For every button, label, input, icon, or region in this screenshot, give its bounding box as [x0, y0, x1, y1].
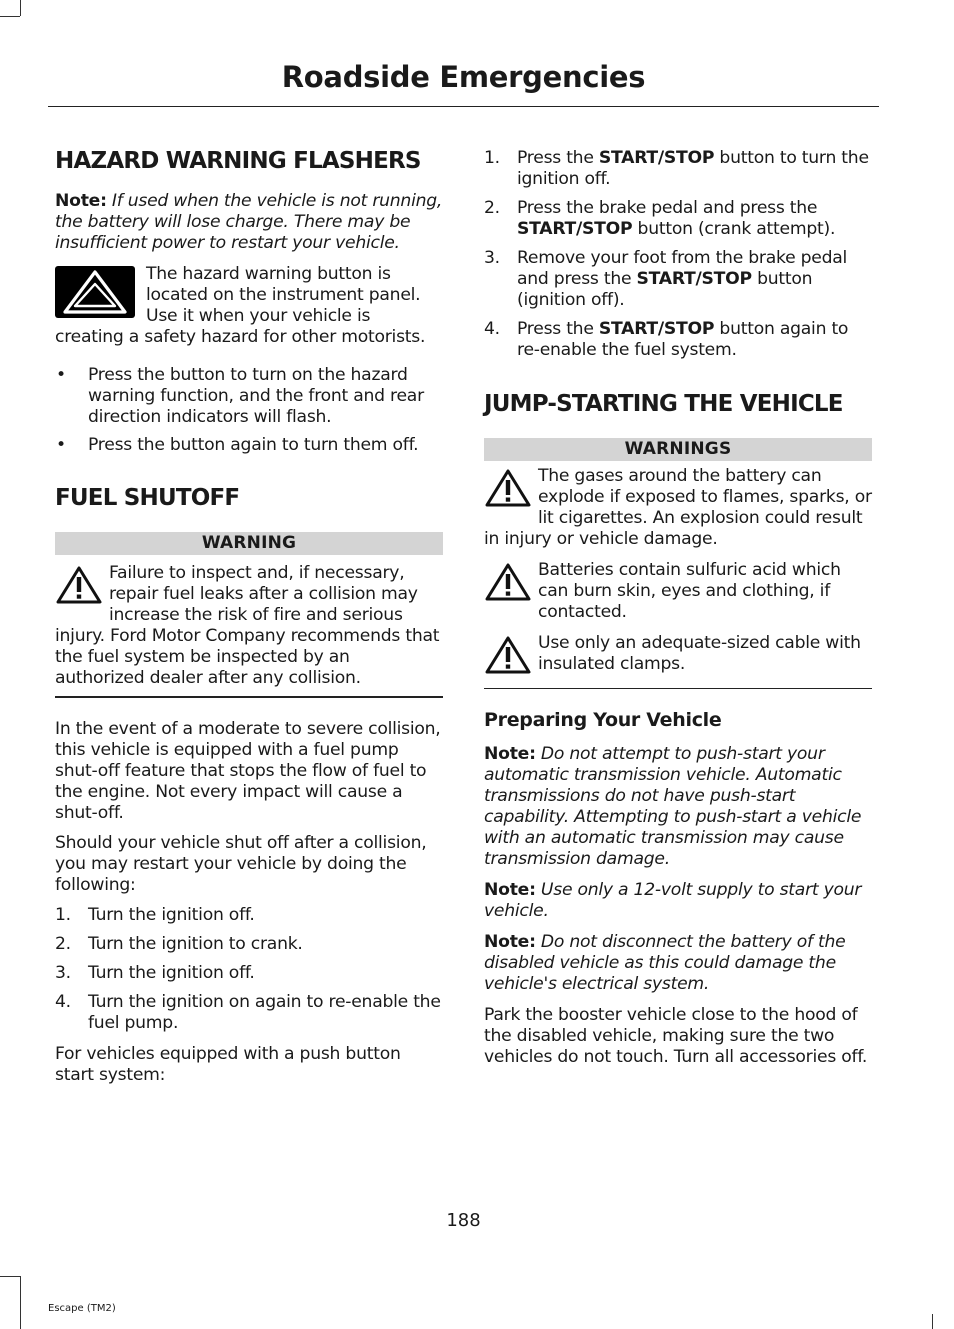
- step-text: Press the brake pedal and press the: [517, 198, 818, 218]
- bullet-marker: •: [56, 435, 66, 455]
- note-label: Note:: [55, 191, 107, 211]
- jump-note-3: [484, 932, 872, 995]
- fuel-warning-text: Failure to inspect and, if necessary, repair fuel leaks after a collision may increase the risk of fire and serious injury. Ford Motor Company recommends that the fuel system be inspected by an authorized dealer after any collision.: [55, 563, 440, 688]
- list-item: [484, 198, 872, 240]
- step-number: 4.: [484, 319, 500, 339]
- warning-text: The gases around the battery can explode if exposed to flames, sparks, or lit cigarettes. An explosion could result in injury or vehicle damage.: [484, 466, 872, 549]
- list-item: [55, 435, 443, 456]
- right-column: [484, 140, 872, 1068]
- jump-note-2: [484, 880, 872, 922]
- hazard-bullet-list: [55, 365, 443, 456]
- list-item: [484, 248, 872, 311]
- fuel-paragraph-3: For vehicles equipped with a push button start system:: [55, 1044, 401, 1085]
- crop-mark: [20, 0, 21, 16]
- step-text: Press the: [517, 319, 599, 339]
- note-text: Do not disconnect the battery of the disabled vehicle as this could damage the vehicle's electrical system.: [484, 932, 846, 994]
- step-number: 3.: [484, 248, 500, 268]
- jump-note-1: [484, 744, 872, 870]
- crop-mark: [0, 1276, 20, 1277]
- start-stop-label: START/STOP: [636, 269, 752, 289]
- start-stop-label: START/STOP: [517, 219, 633, 239]
- page-number: 188: [446, 1210, 481, 1231]
- warning-exclamation-icon: [484, 468, 532, 512]
- fuel-warning-block: [55, 563, 443, 689]
- crop-mark: [932, 1314, 933, 1329]
- left-column: [55, 140, 443, 1086]
- step-text: button again to re-enable the fuel system.: [517, 319, 849, 360]
- preparing-subheading: Preparing Your Vehicle: [484, 709, 722, 731]
- warning-banner: WARNING: [55, 532, 443, 555]
- footer-model: Escape (TM2): [48, 1303, 116, 1314]
- warning-divider: [55, 696, 443, 698]
- step-text: Turn the ignition to crank.: [88, 934, 303, 954]
- crop-mark: [20, 1276, 21, 1329]
- step-number: 2.: [484, 198, 500, 218]
- step-text: button (crank attempt).: [632, 219, 836, 239]
- warning-exclamation-icon: [55, 565, 103, 609]
- fuel-paragraph-1: In the event of a moderate to severe collision, this vehicle is equipped with a fuel pump shut-off feature that stops the flow of fuel to the engine. Not every impact will cause a shut-off.: [55, 719, 441, 823]
- hazard-description: The hazard warning button is located on the instrument panel. Use it when your vehicle is creating a safety hazard for other motorists.: [55, 264, 426, 347]
- hazard-heading: HAZARD WARNING FLASHERS: [55, 148, 421, 174]
- list-item: [55, 992, 443, 1034]
- step-text: Remove your foot from the brake pedal and press the: [517, 248, 848, 289]
- note-text: Do not attempt to push-start your automatic transmission vehicle. Automatic transmissions do not have push-start capability. Attempting to push-start a vehicle with an automatic transmission may cause transmission damage.: [484, 744, 862, 869]
- step-number: 3.: [55, 963, 71, 983]
- jump-paragraph: Park the booster vehicle close to the hood of the disabled vehicle, making sure the two vehicles do not touch. Turn all accessories off.: [484, 1005, 868, 1067]
- step-text: Turn the ignition off.: [88, 963, 255, 983]
- list-item: [484, 148, 872, 190]
- jump-start-heading: JUMP-STARTING THE VEHICLE: [484, 391, 843, 417]
- note-text: Use only a 12-volt supply to start your vehicle.: [484, 880, 862, 921]
- warning-exclamation-icon: [484, 562, 532, 606]
- bullet-marker: •: [56, 365, 66, 385]
- list-item: [55, 963, 443, 984]
- list-item: [55, 905, 443, 926]
- note-label: Note:: [484, 932, 536, 952]
- list-item: [55, 934, 443, 955]
- restart-steps: [55, 905, 443, 1034]
- jump-warning-1: [484, 466, 872, 550]
- step-text: Turn the ignition on again to re-enable the fuel pump.: [88, 992, 441, 1033]
- start-stop-label: START/STOP: [598, 148, 715, 168]
- fuel-paragraph-2: Should your vehicle shut off after a collision, you may restart your vehicle by doing the following:: [55, 833, 427, 895]
- step-number: 1.: [55, 905, 71, 925]
- note-label: Note:: [484, 880, 536, 900]
- warnings-banner: WARNINGS: [484, 438, 872, 461]
- page-title: Roadside Emergencies: [281, 60, 646, 94]
- hazard-note: [55, 191, 443, 254]
- step-text: Press the: [517, 148, 599, 168]
- jump-warning-2: [484, 560, 872, 623]
- step-text: Turn the ignition off.: [88, 905, 255, 925]
- start-stop-label: START/STOP: [598, 319, 715, 339]
- crop-mark: [0, 16, 20, 17]
- list-item-text: Press the button again to turn them off.: [88, 435, 419, 455]
- hazard-triangle-icon: [55, 266, 135, 318]
- header-divider: [48, 106, 879, 107]
- hazard-button-block: [55, 264, 443, 348]
- step-text: button to turn the ignition off.: [517, 148, 869, 189]
- warning-divider: [484, 688, 872, 689]
- step-number: 2.: [55, 934, 71, 954]
- jump-warning-3: [484, 633, 872, 679]
- list-item-text: Press the button to turn on the hazard warning function, and the front and rear direction indicators will flash.: [88, 365, 424, 427]
- step-number: 1.: [484, 148, 500, 168]
- note-text: If used when the vehicle is not running, the battery will lose charge. There may be insufficient power to restart your vehicle.: [55, 191, 443, 253]
- list-item: [55, 365, 443, 428]
- list-item: [484, 319, 872, 361]
- step-text: button (ignition off).: [517, 269, 813, 310]
- step-number: 4.: [55, 992, 71, 1012]
- warning-text: Use only an adequate-sized cable with insulated clamps.: [538, 633, 861, 674]
- warning-exclamation-icon: [484, 635, 532, 679]
- warning-text: Batteries contain sulfuric acid which can burn skin, eyes and clothing, if contacted.: [538, 560, 841, 622]
- note-label: Note:: [484, 744, 536, 764]
- fuel-shutoff-heading: FUEL SHUTOFF: [55, 485, 240, 511]
- push-button-steps: [484, 148, 872, 361]
